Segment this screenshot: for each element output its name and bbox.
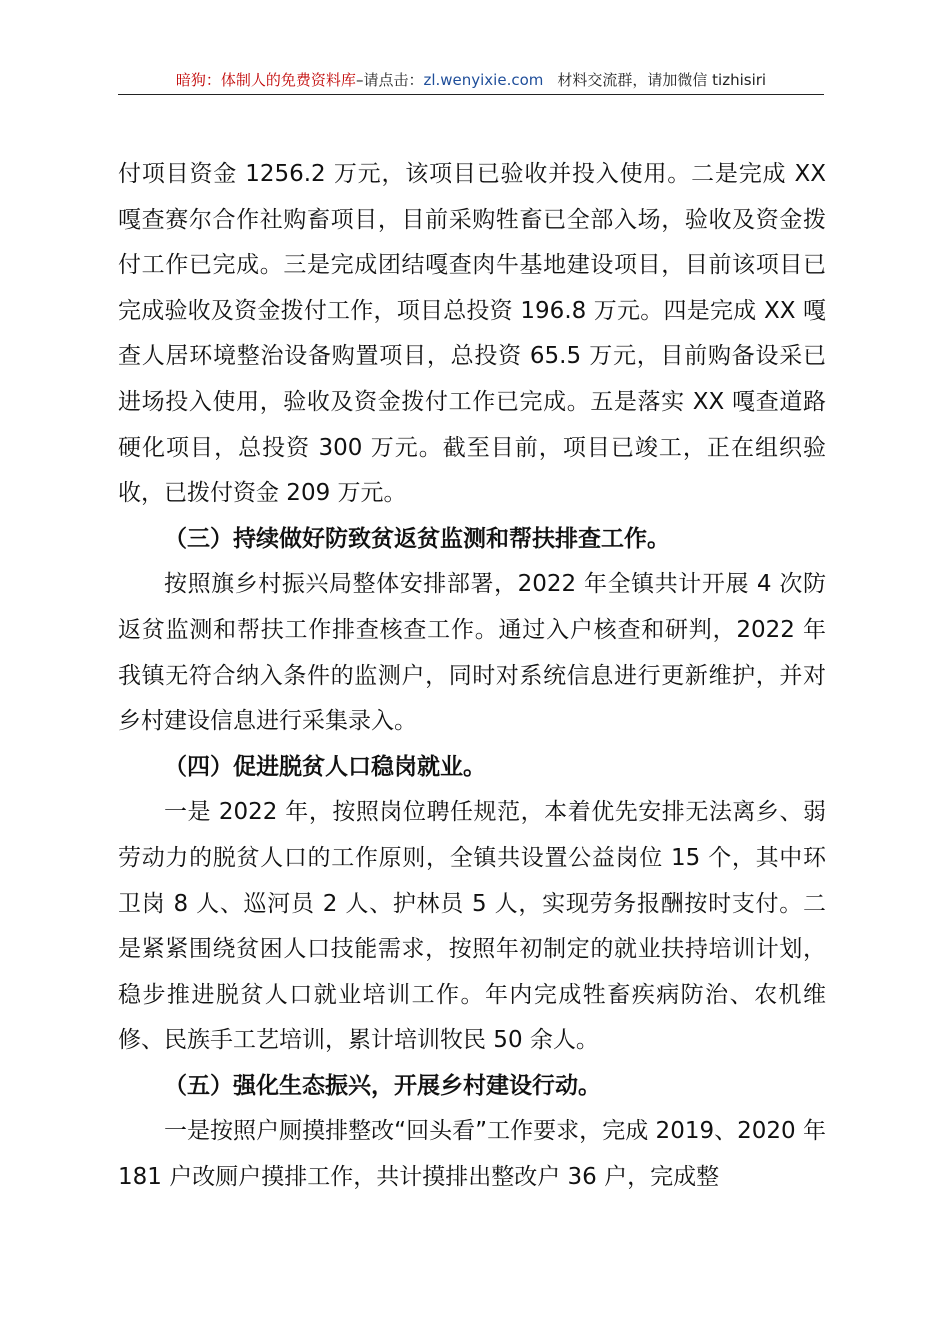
header-wechat-note: 材料交流群，请加微信 tizhisiri [557,71,767,89]
section-heading-5: （五）强化生态振兴，开展乡村建设行动。 [164,1072,601,1099]
header-url-link[interactable]: zl.wenyixie.com [423,71,544,89]
document-body [118,152,826,1201]
header-click-prompt: –请点击： [355,71,424,89]
header-site-title: 暗狗：体制人的免费资料库 [175,71,356,89]
page-header [118,66,824,95]
paragraph-monitoring: 按照旗乡村振兴局整体安排部署，2022 年全镇共计开展 4 次防返贫监测和帮扶工作排查核查工作。通过入户核查和研判，2022 年我镇无符合纳入条件的监测户，同时对系统信息进行更新维护，并对乡村建设信息进行采集录入。 [118,571,826,735]
paragraph-ecology: 一是按照户厕摸排整改“回头看”工作要求，完成 2019、2020 年 181 户改厕户摸排工作，共计摸排出整改户 36 户，完成整 [118,1118,826,1191]
section-heading-3: （三）持续做好防致贫返贫监测和帮扶排查工作。 [164,525,670,552]
paragraph-employment: 一是 2022 年，按照岗位聘任规范，本着优先安排无法离乡、弱劳动力的脱贫人口的工作原则，全镇共设置公益岗位 15 个，其中环卫岗 8 人、巡河员 2 人、护林员 5 人，实现劳务报酬按时支付。二是紧紧围绕贫困人口技能需求，按照年初制定的就业扶持培训计划，稳步推进脱贫人口就业培训工作。年内完成牲畜疾病防治、农机维修、民族手工艺培训，累计培训牧民 50 余人。 [118,799,826,1054]
paragraph-projects: 付项目资金 1256.2 万元，该项目已验收并投入使用。二是完成 XX 嘎查赛尔合作社购畜项目，目前采购牲畜已全部入场，验收及资金拨付工作已完成。三是完成团结嘎查肉牛基地建设项目，目前该项目已完成验收及资金拨付工作，项目总投资 196.8 万元。四是完成 XX 嘎查人居环境整治设备购置项目，总投资 65.5 万元，目前购备设采已进场投入使用，验收及资金拨付工作已完成。五是落实 XX 嘎查道路硬化项目，总投资 300 万元。截至目前，项目已竣工，正在组织验收，已拨付资金 209 万元。 [118,161,826,507]
section-heading-4: （四）促进脱贫人口稳岗就业。 [164,753,486,780]
